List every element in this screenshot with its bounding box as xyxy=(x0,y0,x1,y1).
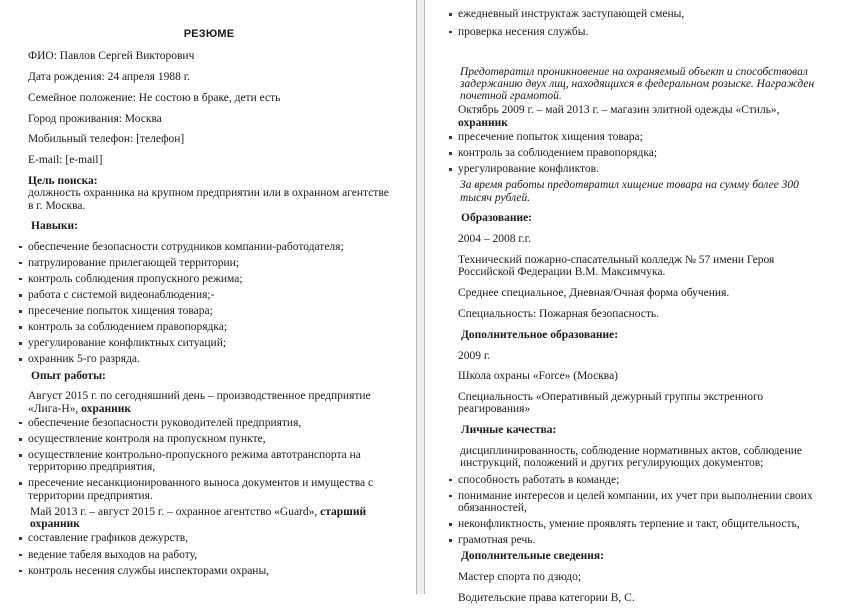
education-specialty: Специальность: Пожарная безопасность. xyxy=(458,307,660,320)
duty-item: ведение табеля выходов на работу, xyxy=(28,549,390,561)
quality-item: способность работать в команде; xyxy=(458,474,830,486)
duty-item: осуществление контроля на пропускном пункте, xyxy=(28,433,390,445)
job-period: Май 2013 г. – август 2015 г. – охранное агентство «Guard», xyxy=(30,505,321,518)
additional-education-school: Школа охраны «Force» (Москва) xyxy=(458,370,619,383)
duty-item: контроль несения службы инспекторами охраны, xyxy=(28,565,390,577)
personal-fio: ФИО: Павлов Сергей Викторович xyxy=(28,50,195,63)
additional-education-specialty: Специальность «Оперативный дежурный группы экстренного реагирования» xyxy=(458,391,764,416)
skill-item: пресечение попыток хищения товара; xyxy=(28,305,390,317)
job-period-line xyxy=(28,506,390,531)
job-duties-list xyxy=(28,532,390,576)
personal-phone: Мобильный телефон: [телефон] xyxy=(28,133,185,146)
duty-item: пресечение попыток хищения товара; xyxy=(458,131,830,143)
skill-item: контроль за соблюдением правопорядка; xyxy=(28,321,390,333)
education-school: Технический пожарно-спасательный колледж № 57 имени Героя Российской Федерации В.М. Максимчука. xyxy=(458,254,775,279)
page-divider xyxy=(416,0,425,594)
job-period: Август 2015 г. по сегодняшний день – производственное предприятие «Лига-Н», xyxy=(28,390,371,415)
personal-email: E-mail: [e-mail] xyxy=(28,154,103,167)
quality-item: неконфликтность, умение проявлять терпение и такт, общительность, xyxy=(458,518,830,530)
additional-info-heading: Дополнительные сведения: xyxy=(461,550,604,563)
job-period: Октябрь 2009 г. – май 2013 г. – магазин элитной одежды «Стиль», xyxy=(458,104,780,117)
quality-item: понимание интересов и целей компании, их учет при выполнении своих обязанностей, xyxy=(458,490,830,515)
skill-item: контроль соблюдения пропускного режима; xyxy=(28,273,390,285)
duty-item: составление графиков дежурств, xyxy=(28,532,390,544)
education-heading: Образование: xyxy=(461,212,533,225)
duty-item: проверка несения службы. xyxy=(458,26,830,38)
job-period-line xyxy=(458,104,830,129)
personal-birth-date: Дата рождения: 24 апреля 1988 г. xyxy=(28,71,190,84)
job-achievement: Предотвратил проникновение на охраняемый объект и способствовал задержанию двух лиц, находящихся в федеральном розыске. Награжден почетной грамотой. xyxy=(460,65,815,103)
job-position: охранник xyxy=(458,116,508,129)
job-duties-list xyxy=(28,417,390,502)
education-years: 2004 – 2008 г.г. xyxy=(458,233,531,246)
additional-info-item: Мастер спорта по дзюдо; xyxy=(458,571,582,584)
duty-item: пресечение несанкционированного выноса документов и имущества с территории предприятия. xyxy=(28,477,390,502)
job-achievement: За время работы предотвратил хищение товара на сумму более 300 тысяч рублей. xyxy=(460,179,799,204)
duty-item: осуществление контрольно-пропускного режима автотранспорта на территорию предприятия, xyxy=(28,449,390,474)
personal-marital-status: Семейное положение: Не состою в браке, дети есть xyxy=(28,91,281,104)
education-level: Среднее специальное, Дневная/Очная форма обучения. xyxy=(458,287,730,300)
duty-item: урегулирование конфликтов. xyxy=(458,163,830,175)
skill-item: патрулирование прилегающей территории; xyxy=(28,257,390,269)
job-position: охранник xyxy=(81,402,132,415)
skill-item: урегулирование конфликтных ситуаций; xyxy=(28,337,390,349)
skill-item: работа с системой видеонаблюдения;- xyxy=(28,289,390,301)
job-duties-list xyxy=(458,8,830,38)
left-page xyxy=(0,0,416,616)
objective-text: должность охранника на крупном предприятии или в охранном агентстве в г. Москва. xyxy=(28,187,389,212)
objective-heading: Цель поиска: xyxy=(28,175,98,188)
skill-item: обеспечение безопасности сотрудников компании-работодателя; xyxy=(28,241,390,253)
additional-info-item: Водительские права категории В, С. xyxy=(458,591,635,604)
additional-education-year: 2009 г. xyxy=(458,349,491,362)
job-duties-list xyxy=(458,131,830,175)
right-page xyxy=(425,0,842,602)
quality-item: грамотная речь. xyxy=(458,534,830,546)
skill-item: охранник 5-го разряда. xyxy=(28,353,390,365)
job-period-line xyxy=(28,390,390,415)
skills-list xyxy=(28,241,390,366)
personal-qualities-heading: Личные качества: xyxy=(461,424,557,437)
additional-education-heading: Дополнительное образование: xyxy=(461,328,619,341)
duty-item: ежедневный инструктаж заступающей смены, xyxy=(458,8,830,20)
personal-qualities-list xyxy=(458,474,830,547)
blank-spacer xyxy=(458,44,830,66)
skills-heading: Навыки: xyxy=(31,220,78,233)
duty-item: контроль за соблюдением правопорядка; xyxy=(458,147,830,159)
experience-heading: Опыт работы: xyxy=(31,369,106,382)
personal-qualities-intro: дисциплинированность, соблюдение нормативных актов, соблюдение инструкций, положений и других регулирующих документов; xyxy=(460,445,803,470)
duty-item: обеспечение безопасности руководителей предприятия, xyxy=(28,417,390,429)
resume-title: РЕЗЮМЕ xyxy=(183,28,235,40)
personal-city: Город проживания: Москва xyxy=(28,112,162,125)
job-position: старший охранник xyxy=(30,505,367,531)
